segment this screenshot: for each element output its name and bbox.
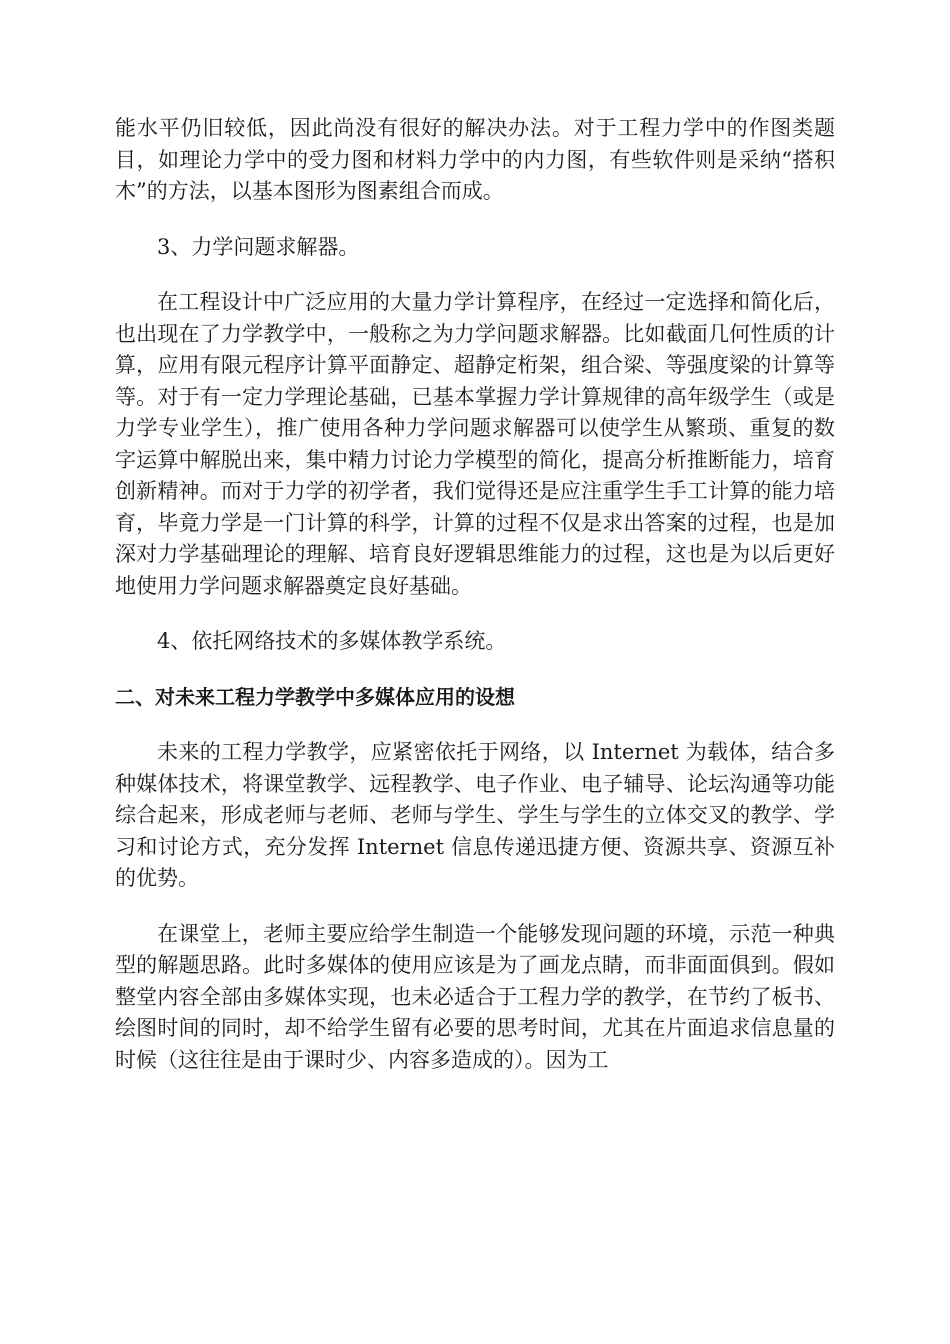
- item-3-heading: 3、力学问题求解器。: [157, 234, 360, 259]
- paragraph-problem-solver: 在工程设计中广泛应用的大量力学计算程序，在经过一定选择和简化后，也出现在了力学教学中，一般称之为力学问题求解器。比如截面几何性质的计算，应用有限元程序计算平面静定、超静定桁架，组合梁、等强度梁的计算等等。对于有一定力学理论基础，已基本掌握力学计算规律的高年级学生（或是力学专业学生），推广使用各种力学问题求解器可以使学生从繁琐、重复的数字运算中解脱出来，集中精力讨论力学模型的简化，提高分析推断能力，培育创新精神。而对于力学的初学者，我们觉得还是应注重学生手工计算的能力培育，毕竟力学是一门计算的科学，计算的过程不仅是求出答案的过程，也是加深对力学基础理论的理解、培育良好逻辑思维能力的过程，这也是为以后更好地使用力学问题求解器奠定良好基础。: [115, 290, 835, 598]
- paragraph-future-teaching: 未来的工程力学教学，应紧密依托于网络，以 Internet 为载体，结合多种媒体技术，将课堂教学、远程教学、电子作业、电子辅导、论坛沟通等功能综合起来，形成老师与老师、老师与学生、学生与学生的立体交叉的教学、学习和讨论方式，充分发挥 Internet 信息传递迅捷方便、资源共享、资源互补的优势。: [115, 740, 835, 890]
- section-heading: 二、对未来工程力学教学中多媒体应用的设想: [115, 684, 515, 709]
- item-4-heading: 4、依托网络技术的多媒体教学系统。: [157, 629, 507, 653]
- paragraph-classroom: 在课堂上，老师主要应给学生制造一个能够发现问题的环境，示范一种典型的解题思路。此时多媒体的使用应该是为了画龙点睛，而非面面俱到。假如整堂内容全部由多媒体实现，也未必适合于工程力学的教学，在节约了板书、绘图时间的同时，却不给学生留有必要的思考时间，尤其在片面追求信息量的时候（这往往是由于课时少、内容多造成的）。因为工: [115, 921, 835, 1072]
- paragraph-software-drawing: 能水平仍旧较低，因此尚没有很好的解决办法。对于工程力学中的作图类题目，如理论力学中的受力图和材料力学中的内力图，有些软件则是采纳“搭积木”的方法，以基本图形为图素组合而成。: [115, 116, 835, 203]
- document-page: [115, 113, 835, 1100]
